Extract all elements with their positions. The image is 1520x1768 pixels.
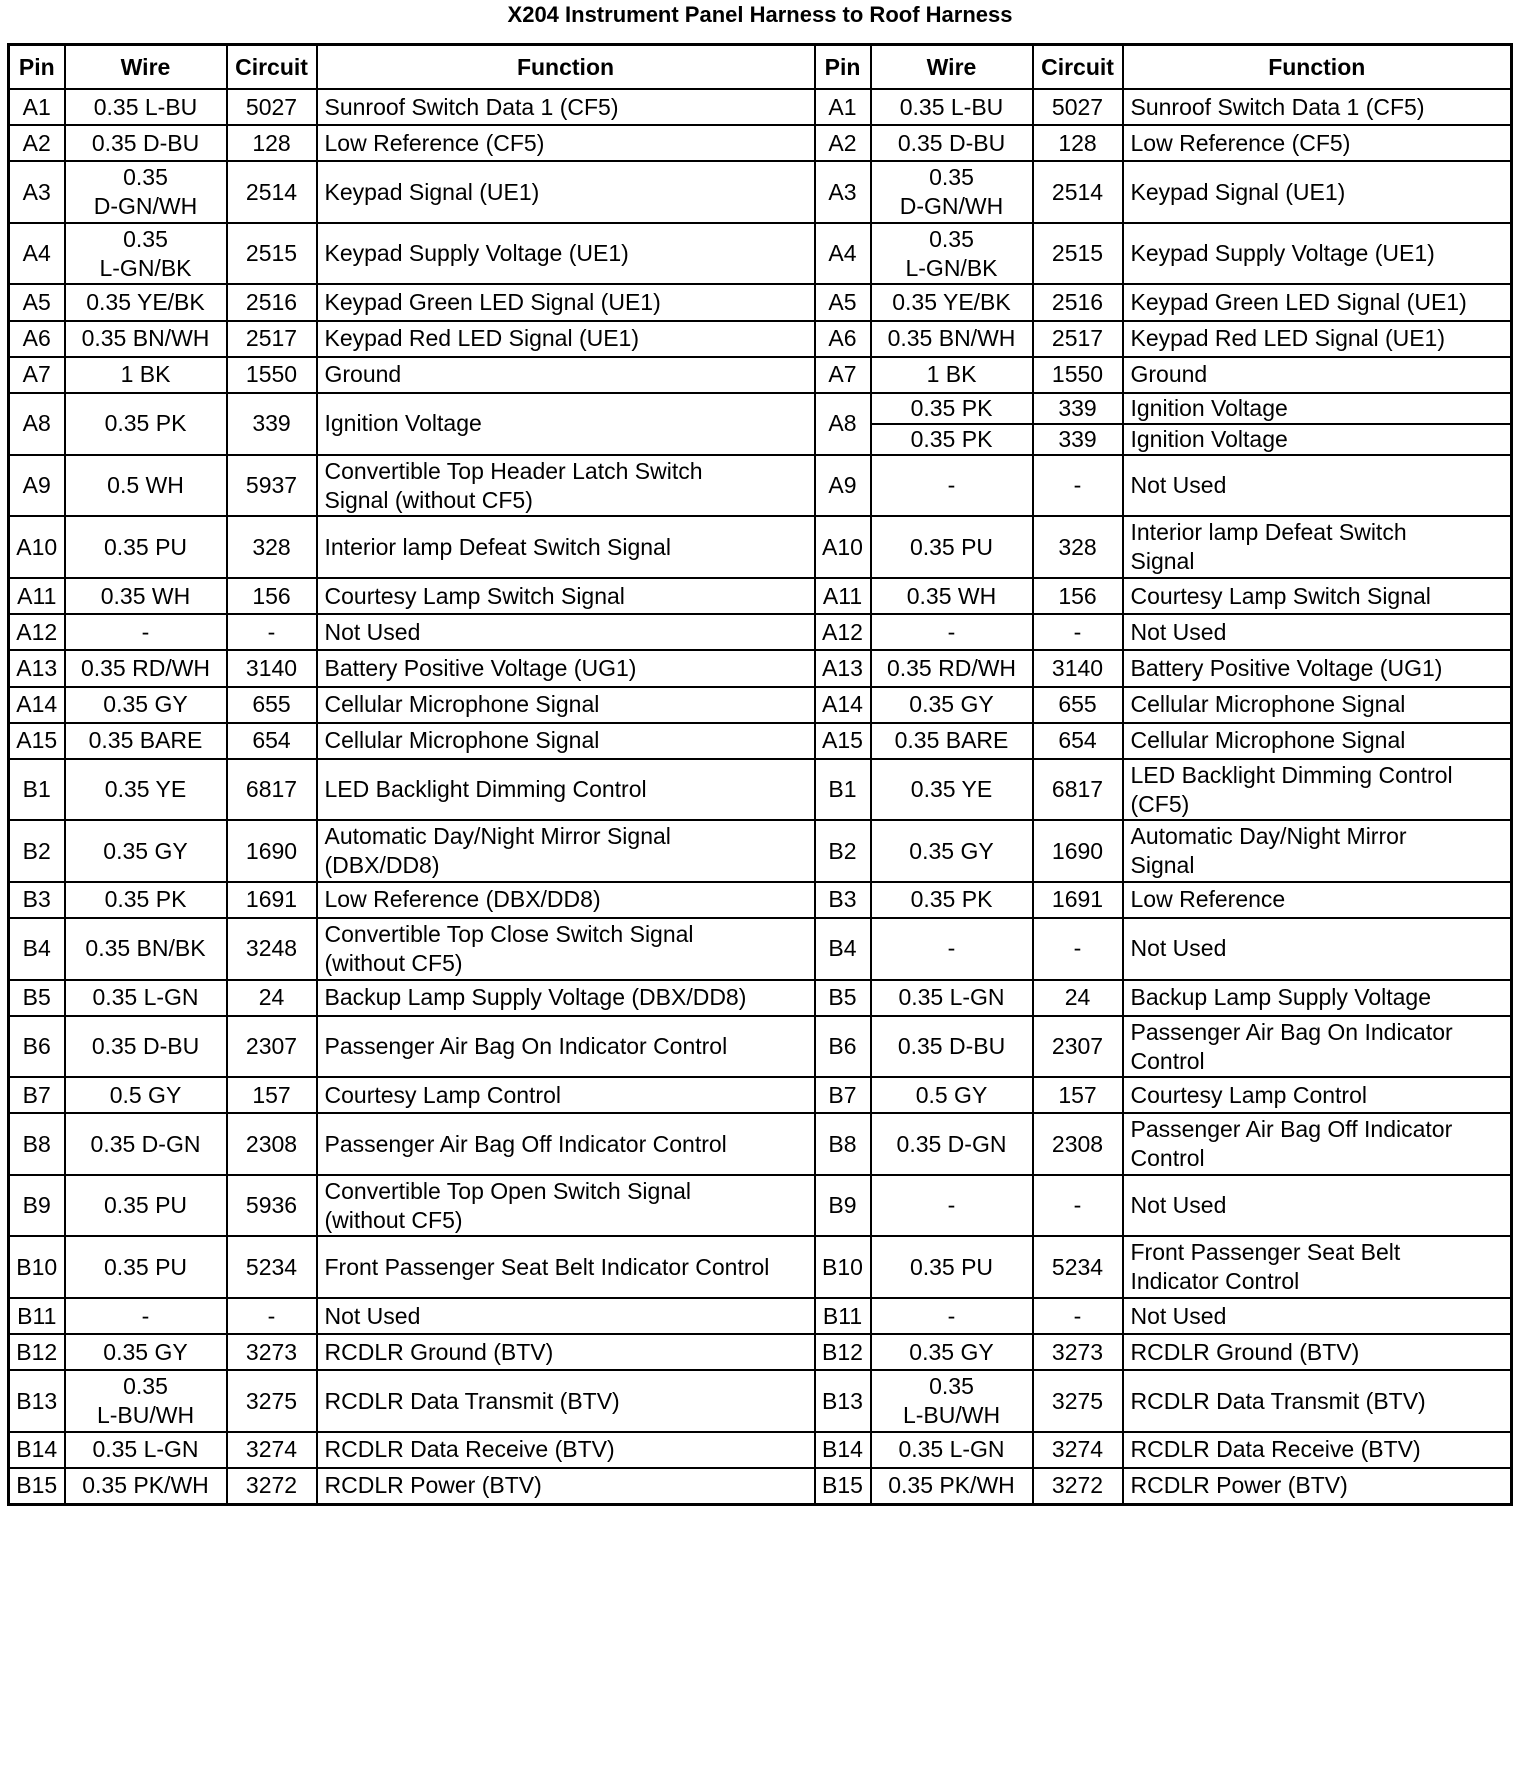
circuit-cell: 1690	[227, 820, 317, 882]
circuit-cell: 128	[227, 125, 317, 161]
wire-cell-right: 0.35 PK/WH	[871, 1468, 1033, 1504]
pin-cell-right: B9	[815, 1175, 871, 1237]
table-row	[9, 161, 1512, 223]
function-cell: Low Reference (DBX/DD8)	[317, 882, 815, 918]
pin-cell: B11	[9, 1298, 65, 1334]
wire-cell-right: -	[871, 614, 1033, 650]
circuit-cell: 2308	[227, 1113, 317, 1175]
wire-cell-right: 0.35 D-BU	[871, 125, 1033, 161]
header-circuit-right: Circuit	[1033, 45, 1123, 90]
function-cell-right: Keypad Red LED Signal (UE1)	[1123, 321, 1512, 357]
wire-cell: 0.35 RD/WH	[65, 650, 227, 686]
wire-cell: 0.35 GY	[65, 687, 227, 723]
pin-cell-right: B5	[815, 980, 871, 1016]
circuit-cell: 5936	[227, 1175, 317, 1237]
header-pin-right: Pin	[815, 45, 871, 90]
wire-cell-right: 0.5 GY	[871, 1077, 1033, 1113]
wire-cell: 0.35 PK/WH	[65, 1468, 227, 1504]
wire-cell-right: 0.35 GY	[871, 687, 1033, 723]
pin-cell: B9	[9, 1175, 65, 1237]
pin-cell-right: A15	[815, 723, 871, 759]
circuit-cell-right: 156	[1033, 578, 1123, 614]
function-cell-right: RCDLR Power (BTV)	[1123, 1468, 1512, 1504]
circuit-cell-right: 3274	[1033, 1432, 1123, 1468]
pin-cell: B2	[9, 820, 65, 882]
wire-cell-right: 0.35 YE	[871, 759, 1033, 821]
circuit-cell-right: -	[1033, 455, 1123, 517]
table-row	[9, 1370, 1512, 1432]
function-cell: Passenger Air Bag On Indicator Control	[317, 1016, 815, 1078]
wire-cell-right: 0.35 L-BU	[871, 89, 1033, 125]
table-row	[9, 578, 1512, 614]
function-cell-right: Low Reference (CF5)	[1123, 125, 1512, 161]
header-wire: Wire	[65, 45, 227, 90]
wire-cell-right: 0.35 PK	[871, 393, 1033, 424]
pin-cell: A9	[9, 455, 65, 517]
table-row	[9, 284, 1512, 320]
pinout-body	[9, 89, 1512, 1504]
wire-cell-right: -	[871, 1298, 1033, 1334]
circuit-cell-right: 2307	[1033, 1016, 1123, 1078]
wire-cell: 0.35 PU	[65, 516, 227, 578]
table-row	[9, 980, 1512, 1016]
function-cell: Low Reference (CF5)	[317, 125, 815, 161]
pin-cell: A2	[9, 125, 65, 161]
circuit-cell: -	[227, 614, 317, 650]
pin-cell: A8	[9, 393, 65, 455]
circuit-cell: 654	[227, 723, 317, 759]
circuit-cell-right: -	[1033, 918, 1123, 980]
circuit-cell: 1550	[227, 357, 317, 393]
circuit-cell: 3272	[227, 1468, 317, 1504]
wire-cell: 0.35 L-GN	[65, 980, 227, 1016]
wire-cell: 0.35 D-GN	[65, 1113, 227, 1175]
wire-cell: 0.35 PU	[65, 1175, 227, 1237]
function-cell: Sunroof Switch Data 1 (CF5)	[317, 89, 815, 125]
circuit-cell: 5234	[227, 1236, 317, 1298]
function-cell-right: Not Used	[1123, 455, 1512, 517]
table-row	[9, 125, 1512, 161]
wire-cell: 1 BK	[65, 357, 227, 393]
circuit-cell-right: 3275	[1033, 1370, 1123, 1432]
pin-cell: B1	[9, 759, 65, 821]
circuit-cell-right: 3272	[1033, 1468, 1123, 1504]
circuit-cell-right: 655	[1033, 687, 1123, 723]
pin-cell-right: A6	[815, 321, 871, 357]
function-cell-right: Not Used	[1123, 1175, 1512, 1237]
pin-cell-right: A13	[815, 650, 871, 686]
wire-cell: 0.35 YE/BK	[65, 284, 227, 320]
pin-cell-right: A9	[815, 455, 871, 517]
function-cell: RCDLR Power (BTV)	[317, 1468, 815, 1504]
function-cell-right: Not Used	[1123, 1298, 1512, 1334]
function-cell: Not Used	[317, 1298, 815, 1334]
pin-cell: A7	[9, 357, 65, 393]
pin-cell-right: B8	[815, 1113, 871, 1175]
pin-cell-right: B7	[815, 1077, 871, 1113]
table-row	[9, 918, 1512, 980]
circuit-cell-right: -	[1033, 614, 1123, 650]
table-row	[9, 614, 1512, 650]
table-row	[9, 759, 1512, 821]
function-cell: LED Backlight Dimming Control	[317, 759, 815, 821]
pin-cell-right: A5	[815, 284, 871, 320]
wire-cell-right: 0.35 PU	[871, 1236, 1033, 1298]
function-cell: Cellular Microphone Signal	[317, 687, 815, 723]
circuit-cell: 156	[227, 578, 317, 614]
wire-cell: 0.5 GY	[65, 1077, 227, 1113]
function-cell-right: Not Used	[1123, 918, 1512, 980]
circuit-cell-right: 328	[1033, 516, 1123, 578]
pin-cell-right: B2	[815, 820, 871, 882]
pin-cell-right: A11	[815, 578, 871, 614]
table-row	[9, 1175, 1512, 1237]
pin-cell: B10	[9, 1236, 65, 1298]
wire-cell: 0.35 PU	[65, 1236, 227, 1298]
wire-cell-right: 0.35 L-BU/WH	[871, 1370, 1033, 1432]
wire-cell: 0.35 L-BU/WH	[65, 1370, 227, 1432]
wire-cell-right: 0.35 PK	[871, 424, 1033, 455]
wire-cell: -	[65, 1298, 227, 1334]
pin-cell: B4	[9, 918, 65, 980]
circuit-cell: 328	[227, 516, 317, 578]
header-function: Function	[317, 45, 815, 90]
function-cell-right: Keypad Signal (UE1)	[1123, 161, 1512, 223]
table-row	[9, 516, 1512, 578]
pin-cell: A3	[9, 161, 65, 223]
wire-cell-right: 0.35 D-GN	[871, 1113, 1033, 1175]
pin-cell-right: A4	[815, 223, 871, 285]
table-row	[9, 89, 1512, 125]
function-cell: RCDLR Ground (BTV)	[317, 1334, 815, 1370]
wire-cell: 0.35 D-GN/WH	[65, 161, 227, 223]
header-wire-right: Wire	[871, 45, 1033, 90]
circuit-cell-right: 1690	[1033, 820, 1123, 882]
table-row	[9, 650, 1512, 686]
function-cell-right: Battery Positive Voltage (UG1)	[1123, 650, 1512, 686]
function-cell: Convertible Top Header Latch Switch Signal (without CF5)	[317, 455, 815, 517]
wire-cell: 0.35 L-GN	[65, 1432, 227, 1468]
circuit-cell-right: 654	[1033, 723, 1123, 759]
function-cell: Ground	[317, 357, 815, 393]
table-row	[9, 687, 1512, 723]
circuit-cell: 2515	[227, 223, 317, 285]
function-cell: Keypad Supply Voltage (UE1)	[317, 223, 815, 285]
wire-cell-right: 0.35 D-GN/WH	[871, 161, 1033, 223]
table-row	[9, 820, 1512, 882]
function-cell-right: Interior lamp Defeat Switch Signal	[1123, 516, 1512, 578]
table-row	[9, 357, 1512, 393]
function-cell: Courtesy Lamp Switch Signal	[317, 578, 815, 614]
pin-cell-right: A7	[815, 357, 871, 393]
circuit-cell-right: -	[1033, 1175, 1123, 1237]
function-cell-right: Courtesy Lamp Switch Signal	[1123, 578, 1512, 614]
pin-cell-right: B10	[815, 1236, 871, 1298]
pin-cell: B15	[9, 1468, 65, 1504]
circuit-cell-right: 5234	[1033, 1236, 1123, 1298]
circuit-cell: 3273	[227, 1334, 317, 1370]
circuit-cell-right: 3273	[1033, 1334, 1123, 1370]
pin-cell: A6	[9, 321, 65, 357]
pin-cell: A14	[9, 687, 65, 723]
pin-cell-right: B14	[815, 1432, 871, 1468]
pin-cell-right: A1	[815, 89, 871, 125]
wire-cell-right: 0.35 L-GN	[871, 980, 1033, 1016]
wire-cell: -	[65, 614, 227, 650]
function-cell-right: Passenger Air Bag On Indicator Control	[1123, 1016, 1512, 1078]
circuit-cell: 2514	[227, 161, 317, 223]
table-row	[9, 1298, 1512, 1334]
function-cell: Cellular Microphone Signal	[317, 723, 815, 759]
pin-cell-right: B3	[815, 882, 871, 918]
circuit-cell-right: 1691	[1033, 882, 1123, 918]
function-cell-right: Ignition Voltage	[1123, 424, 1512, 455]
pin-cell: A5	[9, 284, 65, 320]
table-row	[9, 393, 1512, 424]
function-cell-right: RCDLR Data Receive (BTV)	[1123, 1432, 1512, 1468]
wire-cell-right: 0.35 L-GN/BK	[871, 223, 1033, 285]
function-cell-right: Automatic Day/Night Mirror Signal	[1123, 820, 1512, 882]
pin-cell-right: A8	[815, 393, 871, 455]
function-cell-right: Passenger Air Bag Off Indicator Control	[1123, 1113, 1512, 1175]
function-cell: Convertible Top Open Switch Signal (without CF5)	[317, 1175, 815, 1237]
wire-cell: 0.35 PK	[65, 393, 227, 455]
wire-cell: 0.35 D-BU	[65, 125, 227, 161]
circuit-cell: 2516	[227, 284, 317, 320]
table-row	[9, 1432, 1512, 1468]
wire-cell: 0.35 YE	[65, 759, 227, 821]
wire-cell-right: 0.35 GY	[871, 1334, 1033, 1370]
wire-cell: 0.35 L-GN/BK	[65, 223, 227, 285]
pin-cell: B3	[9, 882, 65, 918]
pin-cell: A1	[9, 89, 65, 125]
wire-cell-right: 0.35 L-GN	[871, 1432, 1033, 1468]
function-cell-right: Cellular Microphone Signal	[1123, 723, 1512, 759]
pin-cell-right: B1	[815, 759, 871, 821]
pin-cell-right: B11	[815, 1298, 871, 1334]
wire-cell: 0.35 BN/BK	[65, 918, 227, 980]
function-cell-right: RCDLR Ground (BTV)	[1123, 1334, 1512, 1370]
function-cell: Convertible Top Close Switch Signal (without CF5)	[317, 918, 815, 980]
circuit-cell: 2307	[227, 1016, 317, 1078]
wire-cell: 0.35 BARE	[65, 723, 227, 759]
function-cell: Passenger Air Bag Off Indicator Control	[317, 1113, 815, 1175]
pin-cell-right: A14	[815, 687, 871, 723]
function-cell-right: Backup Lamp Supply Voltage	[1123, 980, 1512, 1016]
wire-cell-right: 0.35 RD/WH	[871, 650, 1033, 686]
wire-cell-right: 0.35 GY	[871, 820, 1033, 882]
header-row	[9, 45, 1512, 90]
circuit-cell: 5027	[227, 89, 317, 125]
circuit-cell-right: 128	[1033, 125, 1123, 161]
wire-cell-right: 0.35 BARE	[871, 723, 1033, 759]
circuit-cell: 3248	[227, 918, 317, 980]
function-cell: Automatic Day/Night Mirror Signal (DBX/DD8)	[317, 820, 815, 882]
pin-cell: B14	[9, 1432, 65, 1468]
table-row	[9, 1468, 1512, 1504]
circuit-cell: 3275	[227, 1370, 317, 1432]
wire-cell-right: 1 BK	[871, 357, 1033, 393]
pin-cell: B7	[9, 1077, 65, 1113]
function-cell-right: Keypad Supply Voltage (UE1)	[1123, 223, 1512, 285]
table-row	[9, 223, 1512, 285]
pin-cell: A10	[9, 516, 65, 578]
table-row	[9, 1334, 1512, 1370]
pin-cell-right: B13	[815, 1370, 871, 1432]
pin-cell: B8	[9, 1113, 65, 1175]
circuit-cell: 1691	[227, 882, 317, 918]
circuit-cell-right: 339	[1033, 424, 1123, 455]
circuit-cell: 157	[227, 1077, 317, 1113]
function-cell: Interior lamp Defeat Switch Signal	[317, 516, 815, 578]
function-cell-right: Ignition Voltage	[1123, 393, 1512, 424]
function-cell-right: Ground	[1123, 357, 1512, 393]
function-cell-right: Sunroof Switch Data 1 (CF5)	[1123, 89, 1512, 125]
table-row	[9, 455, 1512, 517]
header-pin: Pin	[9, 45, 65, 90]
wire-cell-right: -	[871, 918, 1033, 980]
function-cell-right: Low Reference	[1123, 882, 1512, 918]
header-function-right: Function	[1123, 45, 1512, 90]
function-cell: Battery Positive Voltage (UG1)	[317, 650, 815, 686]
pin-cell-right: B12	[815, 1334, 871, 1370]
circuit-cell-right: 339	[1033, 393, 1123, 424]
function-cell: Keypad Signal (UE1)	[317, 161, 815, 223]
wire-cell: 0.35 PK	[65, 882, 227, 918]
circuit-cell: 5937	[227, 455, 317, 517]
circuit-cell: 24	[227, 980, 317, 1016]
function-cell: Ignition Voltage	[317, 393, 815, 455]
circuit-cell: 6817	[227, 759, 317, 821]
pin-cell: B6	[9, 1016, 65, 1078]
table-row	[9, 1016, 1512, 1078]
function-cell-right: Keypad Green LED Signal (UE1)	[1123, 284, 1512, 320]
wire-cell: 0.35 L-BU	[65, 89, 227, 125]
circuit-cell-right: 157	[1033, 1077, 1123, 1113]
circuit-cell-right: 3140	[1033, 650, 1123, 686]
circuit-cell: -	[227, 1298, 317, 1334]
wire-cell-right: -	[871, 455, 1033, 517]
wire-cell: 0.5 WH	[65, 455, 227, 517]
header-circuit: Circuit	[227, 45, 317, 90]
wire-cell-right: 0.35 PK	[871, 882, 1033, 918]
function-cell-right: Not Used	[1123, 614, 1512, 650]
table-row	[9, 1113, 1512, 1175]
pin-cell-right: B4	[815, 918, 871, 980]
circuit-cell-right: -	[1033, 1298, 1123, 1334]
table-row	[9, 723, 1512, 759]
circuit-cell-right: 2308	[1033, 1113, 1123, 1175]
circuit-cell-right: 1550	[1033, 357, 1123, 393]
pin-cell: A13	[9, 650, 65, 686]
function-cell: Front Passenger Seat Belt Indicator Control	[317, 1236, 815, 1298]
pin-cell: B13	[9, 1370, 65, 1432]
circuit-cell-right: 24	[1033, 980, 1123, 1016]
function-cell-right: Front Passenger Seat Belt Indicator Control	[1123, 1236, 1512, 1298]
circuit-cell: 2517	[227, 321, 317, 357]
function-cell-right: Courtesy Lamp Control	[1123, 1077, 1512, 1113]
pin-cell: A4	[9, 223, 65, 285]
function-cell: RCDLR Data Receive (BTV)	[317, 1432, 815, 1468]
wire-cell-right: 0.35 D-BU	[871, 1016, 1033, 1078]
wire-cell-right: -	[871, 1175, 1033, 1237]
circuit-cell: 3274	[227, 1432, 317, 1468]
pin-cell-right: A12	[815, 614, 871, 650]
circuit-cell-right: 2516	[1033, 284, 1123, 320]
pin-cell: A12	[9, 614, 65, 650]
pin-cell-right: A3	[815, 161, 871, 223]
table-row	[9, 321, 1512, 357]
function-cell-right: RCDLR Data Transmit (BTV)	[1123, 1370, 1512, 1432]
table-row	[9, 1077, 1512, 1113]
circuit-cell-right: 6817	[1033, 759, 1123, 821]
circuit-cell: 3140	[227, 650, 317, 686]
wire-cell-right: 0.35 PU	[871, 516, 1033, 578]
pin-cell-right: B6	[815, 1016, 871, 1078]
table-row	[9, 882, 1512, 918]
pin-cell: A11	[9, 578, 65, 614]
function-cell: RCDLR Data Transmit (BTV)	[317, 1370, 815, 1432]
circuit-cell: 655	[227, 687, 317, 723]
pin-cell-right: A10	[815, 516, 871, 578]
pin-cell-right: A2	[815, 125, 871, 161]
pin-cell: B12	[9, 1334, 65, 1370]
wire-cell: 0.35 D-BU	[65, 1016, 227, 1078]
pinout-table	[7, 43, 1513, 1506]
circuit-cell-right: 2517	[1033, 321, 1123, 357]
pin-cell-right: B15	[815, 1468, 871, 1504]
wire-cell-right: 0.35 YE/BK	[871, 284, 1033, 320]
wire-cell: 0.35 WH	[65, 578, 227, 614]
wire-cell: 0.35 GY	[65, 820, 227, 882]
table-row	[9, 1236, 1512, 1298]
wire-cell: 0.35 BN/WH	[65, 321, 227, 357]
circuit-cell-right: 2514	[1033, 161, 1123, 223]
circuit-cell: 339	[227, 393, 317, 455]
circuit-cell-right: 2515	[1033, 223, 1123, 285]
wire-cell: 0.35 GY	[65, 1334, 227, 1370]
page-title: X204 Instrument Panel Harness to Roof Harness	[507, 2, 1013, 27]
function-cell-right: LED Backlight Dimming Control (CF5)	[1123, 759, 1512, 821]
pin-cell: A15	[9, 723, 65, 759]
function-cell: Keypad Red LED Signal (UE1)	[317, 321, 815, 357]
function-cell: Not Used	[317, 614, 815, 650]
wire-cell-right: 0.35 BN/WH	[871, 321, 1033, 357]
function-cell: Courtesy Lamp Control	[317, 1077, 815, 1113]
function-cell-right: Cellular Microphone Signal	[1123, 687, 1512, 723]
pin-cell: B5	[9, 980, 65, 1016]
function-cell: Keypad Green LED Signal (UE1)	[317, 284, 815, 320]
function-cell: Backup Lamp Supply Voltage (DBX/DD8)	[317, 980, 815, 1016]
circuit-cell-right: 5027	[1033, 89, 1123, 125]
wire-cell-right: 0.35 WH	[871, 578, 1033, 614]
